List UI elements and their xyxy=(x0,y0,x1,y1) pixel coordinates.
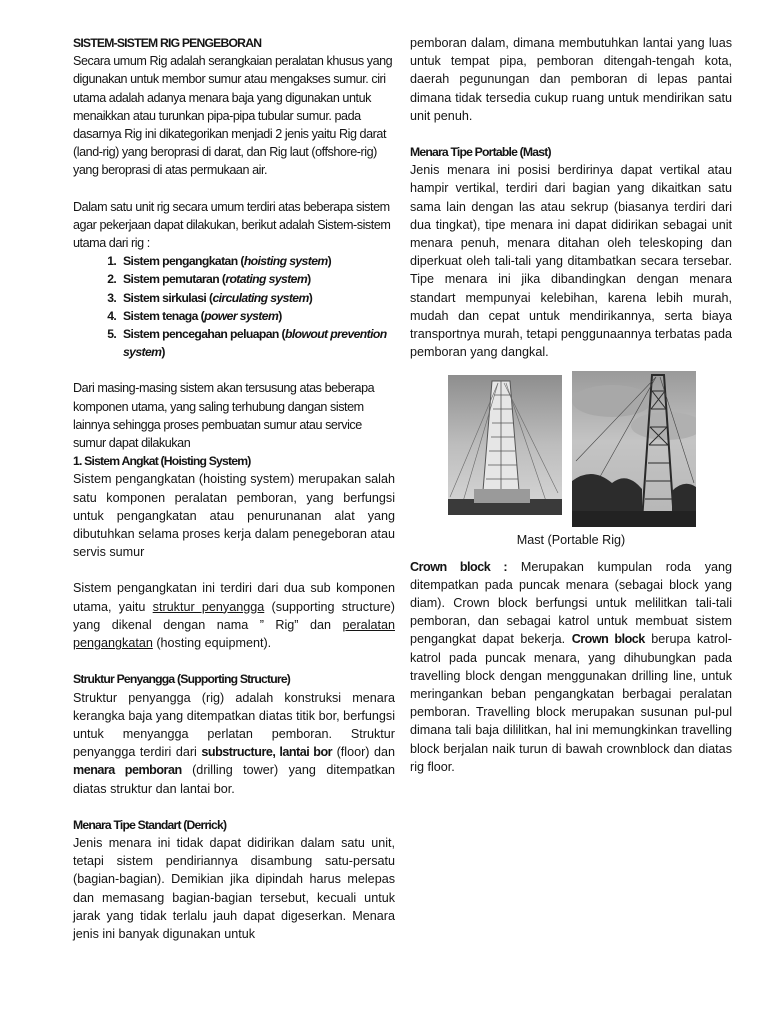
mast-photo-1 xyxy=(448,375,562,515)
systems-list xyxy=(73,252,395,361)
list-item: 4. Sistem tenaga (power system) xyxy=(119,307,395,325)
intro-paragraph: Secara umum Rig adalah serangkaian peralatan khusus yang digunakan untuk membor sumur atau mengakses sumur. ciri utama adalah adanya menara baja yang digunakan untuk menaikkan atau turunkan pipa-pipa tubular sumur. pada dasarnya Rig ini dikategorikan menjadi 2 jenis yaitu Rig darat (land-rig) yang beroprasi di darat, dan Rig laut (offshore-rig) yang beroprasi di atas permukaan air. xyxy=(73,54,393,178)
photo-row xyxy=(410,375,732,527)
standard-heading: Menara Tipe Standart (Derrick) xyxy=(73,817,227,832)
continued-paragraph: pemboran dalam, dimana membutuhkan lantai yang luas untuk tempat pipa, pemboran ditengah-tengah kota, daerah pegunungan dan pemboran di lepas pantai dimana tidak tersedia cukup ruang untuk mendirikan satu unit penuh. xyxy=(410,36,732,123)
crown-block-paragraph: Crown block : Merupakan kumpulan roda yang ditempatkan pada puncak menara (sebagai block yang diam). Crown block berfungsi untuk melilitkan tali-tali pemboran, dan sebagai katrol untuk membuat sistem pengangkat dapat bekerja. Crown block berupa katrol-katrol pada puncak menara, yang dihubungkan pada travelling block dengan menggunakan drilling line, untuk meringankan beban pengangkatan berbagai peralatan pemboran. Travelling block merupakan susunan pul-pul dimana tali baja dililitkan, hal ini memungkinkan travelling block berjalan naik turun di bawah crownblock dan diatas rig floor. xyxy=(410,559,733,774)
standard-paragraph: Jenis menara ini tidak dapat didirikan dalam satu unit, tetapi sistem pendiriannya disambung satu-persatu (bagian-bagian). Demikian jika dipindah harus melepas dan memasang bagian-bagian tersebut, kecuali untuk jarak yang tidak terlalu jauh dapat digeserkan. Menara jenis ini banyak digunakan untuk xyxy=(73,835,395,941)
photo-caption: Mast (Portable Rig) xyxy=(516,533,626,548)
hoisting-paragraph-2: Sistem pengangkatan ini terdiri dari dua sub komponen utama, yaitu struktur penyangga (supporting structure) yang dikenal dengan nama ” Rig” dan peralatan pengangkatan (hosting equipment). xyxy=(73,581,395,651)
crown-block-term: Crown block : xyxy=(410,559,508,574)
support-paragraph: Struktur penyangga (rig) adalah konstruksi menara kerangka baja yang ditempatkan diatas titik bor, berfungsi untuk menyangga perlatan pemboran. Struktur penyangga terdiri dari substructure, lantai bor (floor) dan menara pemboran (drilling tower) yang ditempatkan diatas struktur dan lantai bor. xyxy=(73,690,395,796)
hoisting-heading: 1. Sistem Angkat (Hoisting System) xyxy=(73,454,251,469)
right-column xyxy=(410,34,732,776)
link-peralatan-pengangkatan: peralatan pengangkatan xyxy=(73,617,395,651)
hoisting-paragraph-1: Sistem pengangkatan (hoisting system) merupakan salah satu komponen peralatan pemboran, yang berfungsi untuk pengangkatan atau penurunanan alat yang dibutuhkan selama proses kerja dalam penegeboran atau servis sumur xyxy=(73,472,395,560)
list-item: 3. Sistem sirkulasi (circulating system) xyxy=(119,289,395,307)
list-item: 2. Sistem pemutaran (rotating system) xyxy=(119,270,395,288)
list-item: 5. Sistem pencegahan peluapan (blowout prevention system) xyxy=(119,325,395,361)
mast-photo-2 xyxy=(572,371,696,527)
left-column xyxy=(73,34,395,943)
support-heading: Struktur Penyangga (Supporting Structure) xyxy=(73,672,291,687)
doc-title: SISTEM-SISTEM RIG PENGEBORAN xyxy=(73,36,262,50)
systems-intro: Dalam satu unit rig secara umum terdiri atas beberapa sistem agar pekerjaan dapat dilakukan, berikut adalah Sistem-sistem utama dari rig : xyxy=(73,199,391,251)
link-struktur-penyangga: struktur penyangga xyxy=(152,599,265,614)
list-item: 1. Sistem pengangkatan (hoisting system) xyxy=(119,252,395,270)
systems-outro: Dari masing-masing sistem akan tersusung atas beberapa komponen utama, yang saling terhubung dangan sistem lainnya sehingga proses pembuatan sumur atau service sumur dapat dilakukan xyxy=(73,381,375,451)
portable-heading: Menara Tipe Portable (Mast) xyxy=(410,145,551,160)
portable-paragraph: Jenis menara ini posisi berdirinya dapat vertikal atau hampir vertikal, terdiri dari bagian yang dikaitkan satu sama lain dengan las atau sekrup (biasanya terdiri dari dua tingkat), tipe menara ini dapat didirikan sebagai unit menara penuh, menara ditahan oleh teleskoping dan diperkuat oleh tali-tali yang ditambatkan secara tersebar. Tipe menara ini jika dibandingkan dengan menara standart mempunyai kelebihan, karena lebih murah, mudah dan cepat untuk mendirikannya, serta biaya transportnya murah, tetapi penggunaannya terbatas pada pemboran yang dangkal. xyxy=(410,163,732,360)
